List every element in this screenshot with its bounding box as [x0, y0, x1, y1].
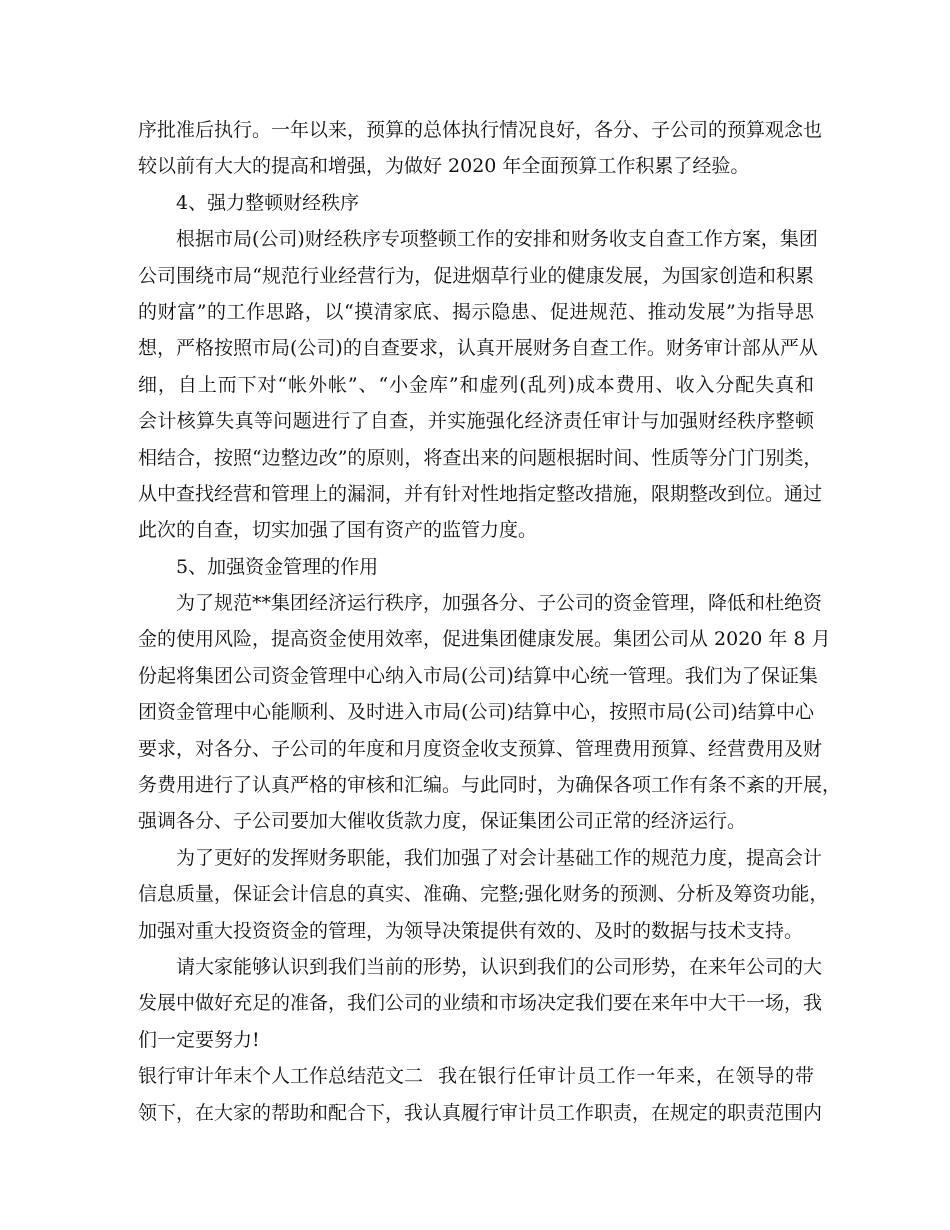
text-line: 务费用进行了认真严格的审核和汇编。与此同时，为确保各项工作有条不紊的开展，: [138, 774, 842, 797]
text-line: 要求，对各分、子公司的年度和月度资金收支预算、管理费用预算、经营费用及财: [138, 737, 823, 760]
text-line: 发展中做好充足的准备，我们公司的业绩和市场决定我们要在来年中大干一场，我: [138, 992, 823, 1015]
text-line: 领下，在大家的帮助和配合下，我认真履行审计员工作职责，在规定的职责范围内: [138, 1101, 823, 1124]
text-line: 团资金管理中心能顺利、及时进入市局(公司)结算中心，按照市局(公司)结算中心: [138, 701, 814, 724]
text-line: 序批准后执行。一年以来，预算的总体执行情况良好，各分、子公司的预算观念也: [138, 119, 823, 141]
text-line: 信息质量，保证会计信息的真实、准确、完整;强化财务的预测、分析及筹资功能，: [138, 883, 829, 906]
section-title-row: [138, 1058, 814, 1094]
section-title: 银行审计年末个人工作总结范文二: [138, 1065, 424, 1088]
text-line: 加强对重大投资资金的管理，为领导决策提供有效的、及时的数据与技术支持。: [138, 919, 804, 942]
text-line: 较以前有大大的提高和增强，为做好 2020 年全面预算工作积累了经验。: [138, 155, 750, 178]
text-line: 份起将集团公司资金管理中心纳入市局(公司)结算中心统一管理。我们为了保证集: [138, 664, 818, 687]
text-line: 们一定要努力!: [138, 1028, 260, 1051]
text-line: 公司围绕市局“规范行业经营行为，促进烟草行业的健康发展，为国家创造和积累: [138, 264, 814, 287]
section-heading-5: 5、加强资金管理的作用: [176, 555, 379, 578]
text-line: 此次的自查，切实加强了国有资产的监管力度。: [138, 519, 538, 542]
text-line: 从中查找经营和管理上的漏洞，并有针对性地指定整改措施，限期整改到位。通过: [138, 482, 823, 505]
text-line: 想，严格按照市局(公司)的自查要求，认真开展财务自查工作。财务审计部从严从: [138, 337, 818, 360]
text-line: 会计核算失真等问题进行了自查，并实施强化经济责任审计与加强财经秩序整顿: [138, 410, 814, 433]
document-page: [138, 112, 842, 1131]
text-line: 根据市局(公司)财经秩序专项整顿工作的安排和财务收支自查工作方案，集团: [176, 228, 818, 251]
text-line: 金的使用风险，提高资金使用效率，促进集团健康发展。集团公司从 2020 年 8 月: [138, 628, 831, 651]
text-line: 细，自上而下对“帐外帐”、“小金库”和虚列(乱列)成本费用、收入分配失真和: [138, 373, 814, 396]
text-line: 为了更好的发挥财务职能，我们加强了对会计基础工作的规范力度，提高会计: [176, 846, 823, 869]
text-line: 强调各分、子公司要加大催收货款力度，保证集团公司正常的经济运行。: [138, 810, 747, 833]
text-line: 我在银行任审计员工作一年来，在领导的带: [438, 1065, 814, 1088]
section-heading-4: 4、强力整顿财经秩序: [176, 191, 360, 214]
text-line: 请大家能够认识到我们当前的形势，认识到我们的公司形势，在来年公司的大: [176, 955, 823, 978]
text-line: 为了规范**集团经济运行秩序，加强各分、子公司的资金管理，降低和杜绝资: [176, 592, 823, 615]
text-line: 相结合，按照“边整边改”的原则，将查出来的问题根据时间、性质等分门门别类，: [138, 446, 823, 469]
text-line: 的财富”的工作思路，以“摸清家底、揭示隐患、促进规范、推动发展”为指导思: [138, 300, 814, 323]
